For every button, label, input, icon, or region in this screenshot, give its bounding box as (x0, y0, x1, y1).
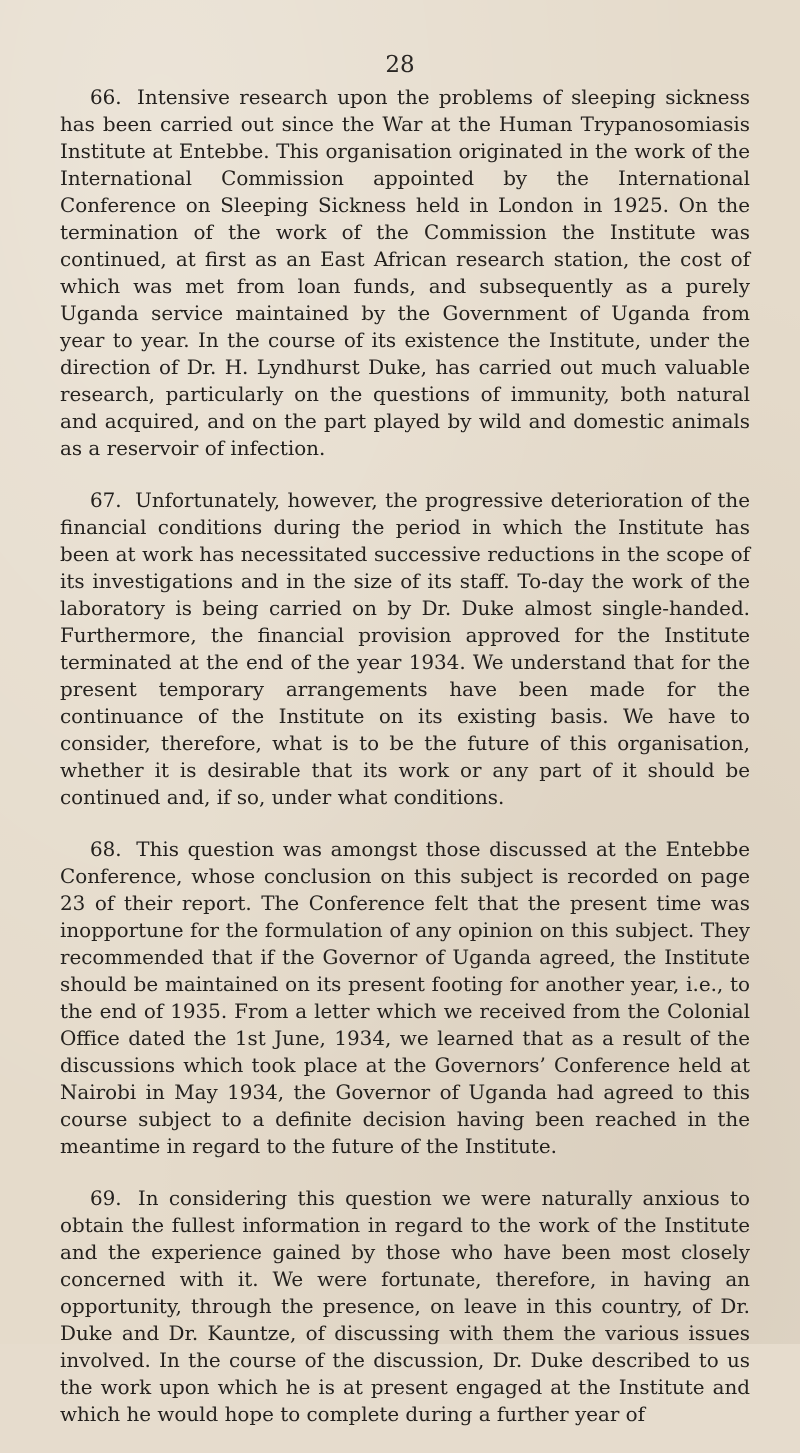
paragraph-66 (60, 84, 750, 462)
body-text (60, 84, 750, 1453)
paragraph-text: In considering this question we were naturally anxious to obtain the fullest information in regard to the work of the Institute and the experience gained by those who have been most closely concerned with it. We were fortunate, therefore, in having an opportunity, through the presence, on leave in this country, of Dr. Duke and Dr. Kauntze, of discussing with them the various issues involved. In the course of the discussion, Dr. Duke described to us the work upon which he is at present engaged at the Institute and which he would hope to complete during a further year of (60, 1187, 750, 1426)
paragraph-69 (60, 1185, 750, 1428)
paragraph-number: 68. (90, 838, 122, 861)
paragraph-68 (60, 836, 750, 1160)
paragraph-text: Intensive research upon the problems of sleeping sickness has been carried out since the War at the Human Trypanosomiasis Institute at Entebbe. This organisation originated in the work of the International Commission appointed by the International Conference on Sleeping Sickness held in London in 1925. On the termination of the work of the Commission the Institute was continued, at first as an East African research station, the cost of which was met from loan funds, and subsequently as a purely Uganda service maintained by the Government of Uganda from year to year. In the course of its existence the Institute, under the direction of Dr. H. Lyndhurst Duke, has carried out much valuable research, particularly on the questions of immunity, both natural and acquired, and on the part played by wild and domestic animals as a reservoir of infection. (60, 86, 750, 460)
paragraph-text: Unfortunately, however, the progressive deterioration of the financial conditions during the period in which the Institute has been at work has necessitated successive reductions in the scope of its investigations and in the size of its staff. To-day the work of the laboratory is being carried on by Dr. Duke almost single-handed. Furthermore, the financial provision approved for the Institute terminated at the end of the year 1934. We understand that for the present temporary arrangements have been made for the continuance of the Institute on its existing basis. We have to consider, therefore, what is to be the future of this organisation, whether it is desirable that its work or any part of it should be continued and, if so, under what conditions. (60, 489, 750, 809)
paragraph-number: 67. (90, 489, 122, 512)
paragraph-number: 69. (90, 1187, 122, 1210)
page-number: 28 (385, 52, 415, 78)
paragraph-text: This question was amongst those discussed at the Entebbe Conference, whose conclusion on this subject is recorded on page 23 of their report. The Conference felt that the present time was inopportune for the formulation of any opinion on this subject. They recommended that if the Governor of Uganda agreed, the Institute should be maintained on its present footing for another year, i.e., to the end of 1935. From a letter which we received from the Colonial Office dated the 1st June, 1934, we learned that as a result of the discussions which took place at the Governors’ Conference held at Nairobi in May 1934, the Governor of Uganda had agreed to this course subject to a definite decision having been reached in the meantime in regard to the future of the Institute. (60, 838, 751, 1158)
paragraph-number: 66. (90, 86, 122, 109)
paragraph-67 (60, 487, 750, 811)
